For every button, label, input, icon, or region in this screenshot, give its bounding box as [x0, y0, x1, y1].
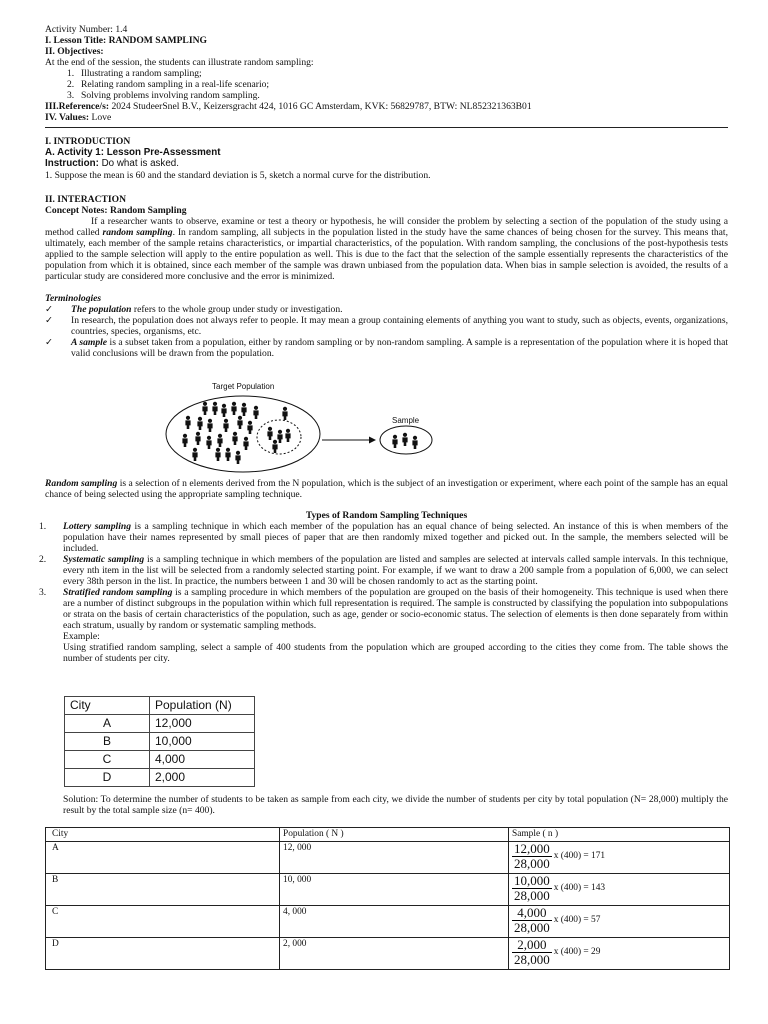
- check-icon: ✓: [45, 304, 54, 315]
- table-header-sample: Sample ( n ): [509, 828, 730, 842]
- types-title: Types of Random Sampling Techniques: [305, 510, 468, 521]
- objectives-list: [45, 68, 728, 101]
- person-icon: [202, 402, 207, 415]
- table-row: A 12, 000 $\frac{12,000}{28,000}$ x (400) = 171: [46, 842, 730, 874]
- example-block: [45, 631, 728, 664]
- table-row: D 2, 000 $\frac{2,000}{28,000}$ x (400) = 29: [46, 938, 730, 970]
- person-icon: [412, 436, 417, 449]
- activity-number: Activity Number: 1.4: [45, 24, 128, 35]
- person-icon: [267, 427, 272, 440]
- reference-text: 2024 StudeerSnel B.V., Keizersgracht 424, 1016 GC Amsterdam, KVK: 56829787, BTW: NL852321363B01: [111, 101, 532, 112]
- values-line: IV. Values: Love: [45, 112, 112, 123]
- person-icon: [392, 435, 397, 448]
- person-icon: [195, 432, 200, 445]
- person-icon: [206, 436, 211, 449]
- sample-people: [392, 433, 417, 449]
- person-icon: [237, 416, 242, 429]
- sample-size-table: [45, 827, 730, 970]
- person-icon: [235, 451, 240, 464]
- objectives-label: II. Objectives:: [45, 46, 104, 57]
- person-icon: [402, 433, 407, 446]
- solution-text: Solution: To determine the number of students to be taken as sample from each city, we divide the number of students per city by total population (N= 28,000) multiply the result by the total sample size (n= 400).: [63, 794, 728, 816]
- fraction: $\frac{4,000}{28,000}$: [514, 905, 550, 935]
- pre-assessment-item: 1. Suppose the mean is 60 and the standard deviation is 5, sketch a normal curve for the distribution.: [45, 170, 431, 181]
- table-header-city: City: [46, 828, 280, 842]
- city-population-table: [64, 696, 255, 787]
- example-text: Using stratified random sampling, select a sample of 400 students from the population which are grouped according to the cities they come from. The table shows the number of students per city.: [63, 642, 728, 664]
- table-header-city: City: [65, 697, 150, 715]
- person-icon: [225, 448, 230, 461]
- introduction-heading: I. INTRODUCTION: [45, 136, 131, 147]
- person-icon: [277, 430, 282, 443]
- sampling-diagram: [160, 378, 450, 476]
- table-row: C 4, 000 $\frac{4,000}{28,000}$ x (400) = 57: [46, 906, 730, 938]
- table-header-row: [65, 697, 255, 715]
- person-icon: [231, 402, 236, 415]
- lesson-title: RANDOM SAMPLING: [108, 35, 207, 46]
- target-population-label: Target Population: [212, 382, 275, 391]
- interaction-section: [45, 194, 728, 359]
- person-icon: [185, 416, 190, 429]
- table-header-row: [46, 828, 730, 842]
- table-row: B 10, 000 $\frac{10,000}{28,000}$ x (400) = 143: [46, 874, 730, 906]
- reference-line: III.Reference/s: 2024 StudeerSnel B.V., Keizersgracht 424, 1016 GC Amsterdam, KVK: 56829787, BTW: NL852321363B01: [45, 101, 532, 112]
- type-item: 1. Lottery sampling is a sampling technique in which each member of the population has an equal chance of being selected. An instance of this is when members of the population have their names represented by small pieces of paper that are then randomly mixed together and picked out. In the sample, the members selected will be included.: [39, 521, 728, 554]
- person-icon: [241, 403, 246, 416]
- lesson-title-line: [45, 35, 728, 46]
- person-icon: [217, 434, 222, 447]
- person-icon: [212, 402, 217, 415]
- person-icon: [272, 440, 277, 453]
- population-people: [182, 402, 290, 464]
- table-row: A 12,000: [65, 715, 255, 733]
- activity-heading: A. Activity 1: Lesson Pre-Assessment: [45, 147, 221, 158]
- type-item: 3. Stratified random sampling is a sampling procedure in which members of the population are grouped on the basis of their homogeneity. This technique is used when there are a number of distinct subgroups in the population within which full representation is required. The sample is constructed by classifying the population into subpopulations or strata on the basis of certain characteristics of the population, such as age, gender or socio-economic status. The selection of elements is then done separately from within each stratum, usually by random or systematic sampling methods.: [39, 587, 728, 631]
- terminologies-list: [45, 304, 728, 359]
- objective-item: 3. Solving problems involving random sampling.: [67, 90, 260, 101]
- table-header-population: Population ( N ): [280, 828, 509, 842]
- header-section: [45, 24, 728, 123]
- types-section: [39, 510, 728, 664]
- instruction-line: Instruction: Do what is asked.: [45, 158, 179, 169]
- population-ellipse: [166, 396, 320, 472]
- interaction-heading: II. INTERACTION: [45, 194, 127, 205]
- objective-item: 2. Relating random sampling in a real-life scenario;: [67, 79, 270, 90]
- concept-paragraph: If a researcher wants to observe, examine or test a theory or hypothesis, he will consider the problem by selecting a section of the population of the study using a method called random sampling. In random sampling, all subjects in the population listed in the study have the same chances of being chosen for the survey. This means that, ultimately, each member of the sample retains characteristics, or impartial characteristics, of the population. With random sampling, the conclusions of the post-hypothesis tests applied to the sample selection will apply to the entire population as well. This is due to the fact that the selection of the sample essentially represents the characteristics of the population from which it is obtained, since each member of the sample was drawn unbiased from the population data. When bias in sample selection is avoided, the results of a particular study are considered more conclusive and the error is minimized.: [45, 216, 728, 282]
- values-text: Love: [91, 112, 112, 123]
- person-icon: [197, 417, 202, 430]
- person-icon: [247, 421, 252, 434]
- term-item: ✓ The population refers to the whole group under study or investigation.: [45, 304, 343, 315]
- person-icon: [285, 429, 290, 442]
- sample-label: Sample: [392, 416, 420, 425]
- table-row: C 4,000: [65, 751, 255, 769]
- person-icon: [182, 434, 187, 447]
- header-divider: [45, 127, 728, 128]
- person-icon: [221, 404, 226, 417]
- example-label: Example:: [63, 631, 100, 642]
- objectives-intro: At the end of the session, the students can illustrate random sampling:: [45, 57, 314, 68]
- person-icon: [243, 437, 248, 450]
- person-icon: [192, 448, 197, 461]
- person-icon: [282, 407, 287, 420]
- lesson-title-label: I. Lesson Title:: [45, 35, 109, 46]
- check-icon: ✓: [45, 315, 54, 326]
- objective-item: 1. Illustrating a random sampling;: [67, 68, 202, 79]
- introduction-section: [45, 136, 728, 181]
- type-item: 2. Systematic sampling is a sampling technique in which members of the population are listed and samples are selected at intervals called sample intervals. In this technique, every nth item in the list will be selected from a randomly selected starting point. For example, if we want to draw a 200 sample from a population of 6,000, we can select every 38th person in the list. In practice, the numbers between 1 and 30 will be chosen randomly to act as the starting point.: [39, 554, 728, 587]
- person-icon: [253, 406, 258, 419]
- fraction: $\frac{2,000}{28,000}$: [514, 937, 550, 967]
- check-icon: ✓: [45, 337, 54, 348]
- table-header-population: Population (N): [150, 697, 255, 715]
- person-icon: [223, 419, 228, 432]
- term-item: ✓ In research, the population does not always refer to people. It may mean a group containing elements of anything you want to study, such as objects, events, organizations, countries, species, organisms, etc.: [45, 315, 728, 337]
- fraction: $\frac{12,000}{28,000}$: [514, 841, 550, 871]
- person-icon: [215, 448, 220, 461]
- person-icon: [232, 432, 237, 445]
- table-row: B 10,000: [65, 733, 255, 751]
- term-item: ✓ A sample is a subset taken from a population, either by random sampling or by non-random sampling. A sample is a representation of the population where it is hoped that valid conclusions will be drawn from the population.: [45, 337, 728, 359]
- random-sampling-definition: Random sampling is a selection of n elements derived from the N population, which is the subject of an investigation or experiment, where each point of the sample has an equal chance of being selected using the appropriate sampling technique.: [45, 478, 728, 500]
- person-icon: [207, 419, 212, 432]
- table-row: D 2,000: [65, 769, 255, 787]
- terminologies-title: Terminologies: [45, 293, 102, 304]
- concept-title: Concept Notes: Random Sampling: [45, 205, 187, 216]
- arrow-head-icon: [369, 437, 376, 444]
- fraction: $\frac{10,000}{28,000}$: [514, 873, 550, 903]
